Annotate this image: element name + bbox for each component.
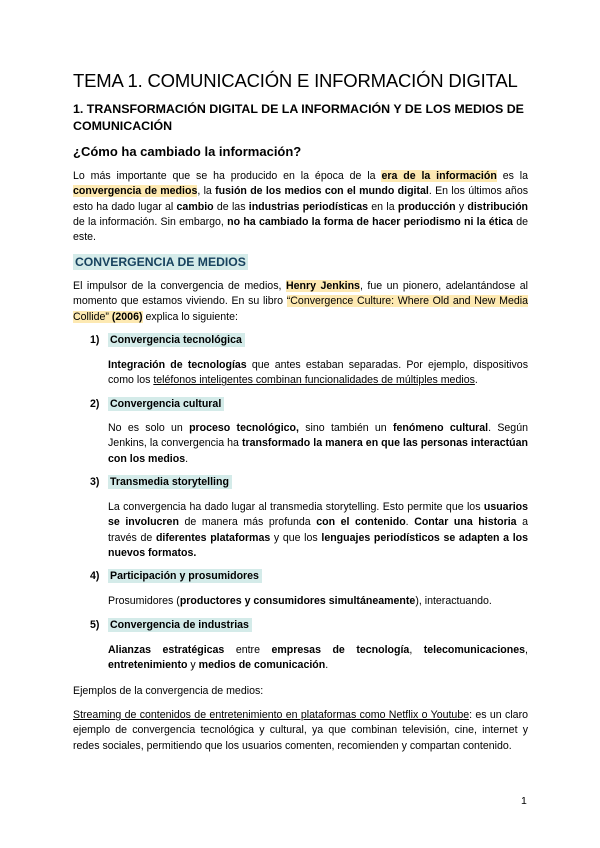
highlight-era: era de la información xyxy=(381,170,497,182)
item-title-2: 2) Convergencia cultural xyxy=(90,398,224,410)
document-title: TEMA 1. COMUNICACIÓN E INFORMACIÓN DIGITAL xyxy=(73,70,518,91)
intro-paragraph: Lo más importante que se ha producido en la época de la era de la información es la convergencia de medios, la fusión de los medios con el mundo digital. En los últimos años esto ha dado lugar al cambio de las industrias periodísticas en la producción y distribución de la información. Sin embargo, no ha cambiado la forma de hacer periodismo ni la ética de este. xyxy=(73,170,529,244)
item-text-1: Integración de tecnologías que antes estaban separadas. Por ejemplo, dispositivos como los teléfonos inteligentes combinan funcionalidades de múltiples medios. xyxy=(108,359,528,387)
highlight-convergencia: convergencia de medios xyxy=(73,185,198,198)
book-title: “Convergence Culture: Where Old and New Media Collide” xyxy=(73,295,528,323)
section-heading: 1. TRANSFORMACIÓN DIGITAL DE LA INFORMACIÓN Y DE LOS MEDIOS DE COMUNICACIÓN xyxy=(73,102,524,133)
highlight-jenkins: Henry Jenkins xyxy=(285,280,360,292)
examples-intro: Ejemplos de la convergencia de medios: xyxy=(73,685,264,697)
item-title-5: 5) Convergencia de industrias xyxy=(90,619,252,631)
item-text-3: La convergencia ha dado lugar al transmedia storytelling. Esto permite que los usuarios se involucren de manera más profunda con el contenido. Contar una historia a través de diferentes plataformas y que los lenguajes periodísticos se adapten a los nuevos formatos. xyxy=(108,501,528,559)
jenkins-paragraph: El impulsor de la convergencia de medios, Henry Jenkins, fue un pionero, adelantándose al momento que estamos viviendo. En su libro “Convergence Culture: Where Old and New Media Collide” (2006) explica lo siguiente: xyxy=(73,280,528,323)
item-title-3: 3) Transmedia storytelling xyxy=(90,476,232,488)
subsection-question: ¿Cómo ha cambiado la información? xyxy=(73,144,302,159)
convergence-heading: CONVERGENCIA DE MEDIOS xyxy=(75,255,246,269)
item-text-5: Alianzas estratégicas entre empresas de tecnología, telecomunicaciones, entretenimiento y medios de comunicación. xyxy=(108,644,528,672)
example-1: Streaming de contenidos de entretenimiento en plataformas como Netflix o Youtube: es un claro ejemplo de convergencia tecnológica y cultural, ya que combinan televisión, cine, internet y redes sociales, permitiendo que los usuarios comenten, recomienden y compartan contenido. xyxy=(73,709,528,752)
item-text-2: No es solo un proceso tecnológico, sino también un fenómeno cultural. Según Jenkins, la convergencia ha transformado la manera en que las personas interactúan con los medios. xyxy=(108,422,528,465)
item-text-4: Prosumidores (productores y consumidores simultáneamente), interactuando. xyxy=(108,595,492,607)
item-title-1: 1) Convergencia tecnológica xyxy=(90,334,245,346)
item-title-4: 4) Participación y prosumidores xyxy=(90,570,262,582)
page-number: 1 xyxy=(521,795,527,807)
